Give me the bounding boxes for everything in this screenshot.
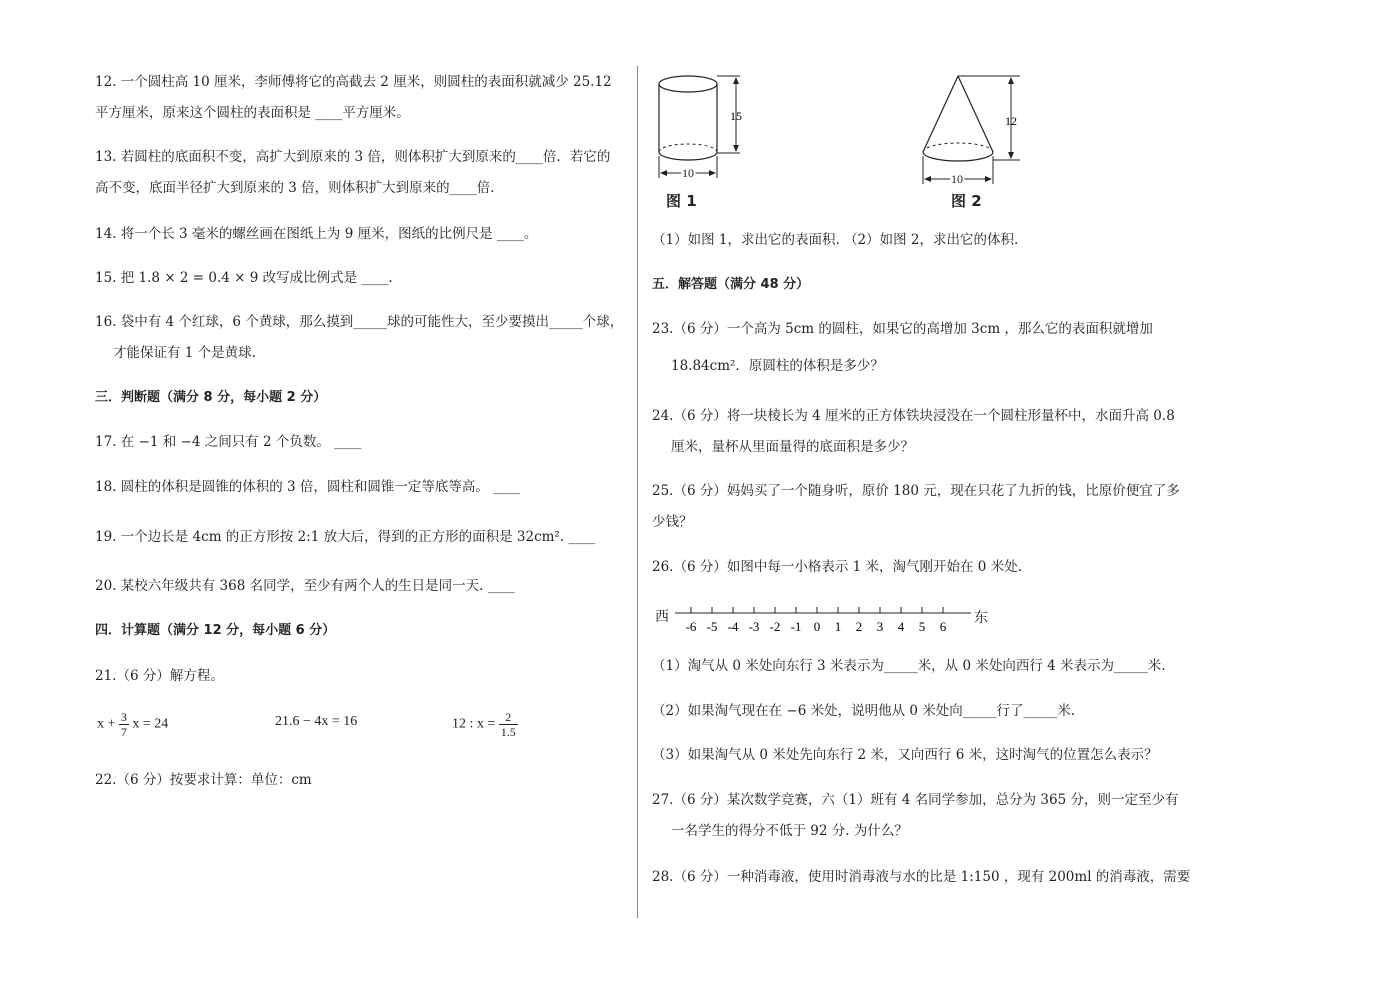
- fraction-numerator: 2: [499, 710, 518, 725]
- question-17: 17. 在 −1 和 −4 之间只有 2 个负数。 ____: [95, 434, 362, 450]
- equation-2: 21.6 − 4x = 16: [275, 714, 358, 729]
- number-line-tick-label: -4: [727, 619, 739, 634]
- question-26-part2: （2）如果淘气现在在 −6 米处，说明他从 0 米处向_____行了_____米.: [652, 703, 1076, 719]
- question-23-line1: 23.（6 分）一个高为 5cm 的圆柱，如果它的高增加 3cm ，那么它的表面积就增加: [652, 321, 1153, 337]
- equation-1-right: x = 24: [132, 716, 169, 732]
- number-line-east-label: 东: [974, 610, 988, 626]
- figure-1-label: 图 1: [666, 192, 697, 210]
- column-divider: [637, 66, 638, 918]
- question-28: 28.（6 分）一种消毒液，使用时消毒液与水的比是 1:150 ，现有 200ml 的消毒液，需要: [652, 869, 1191, 885]
- question-16-line2: 才能保证有 1 个是黄球.: [113, 345, 256, 361]
- figure-2-label: 图 2: [951, 192, 982, 210]
- equation-3-left: 12 : x =: [452, 716, 496, 732]
- question-15: 15. 把 1.8 × 2 = 0.4 × 9 改写成比例式是 ____.: [95, 270, 393, 286]
- question-22: 22.（6 分）按要求计算：单位：cm: [95, 772, 312, 788]
- fraction-2-1.5: [499, 710, 518, 739]
- number-line-tick-label: 5: [918, 619, 926, 634]
- question-21: 21.（6 分）解方程。: [95, 668, 224, 684]
- equation-3: [452, 710, 518, 739]
- section-3-heading: 三．判断题（满分 8 分，每小题 2 分）: [95, 390, 327, 405]
- number-line-tick-label: 0: [813, 619, 821, 634]
- question-18: 18. 圆柱的体积是圆锥的体积的 3 倍，圆柱和圆锥一定等底等高。 ____: [95, 479, 521, 495]
- question-14: 14. 将一个长 3 毫米的螺丝画在图纸上为 9 厘米，图纸的比例尺是 ____。: [95, 226, 538, 242]
- number-line-tick-label: -5: [706, 619, 718, 634]
- question-26: 26.（6 分）如图中每一小格表示 1 米，淘气刚开始在 0 米处.: [652, 559, 1022, 575]
- question-25-line1: 25.（6 分）妈妈买了一个随身听，原价 180 元，现在只花了九折的钱，比原价便宜了多: [652, 483, 1180, 499]
- question-26-part1: （1）淘气从 0 米处向东行 3 米表示为_____米，从 0 米处向西行 4 米表示为_____米.: [652, 658, 1166, 674]
- cone-height-label: 12: [1005, 114, 1017, 128]
- question-24-line1: 24.（6 分）将一块棱长为 4 厘米的正方体铁块浸没在一个圆柱形量杯中，水面升高 0.8: [652, 408, 1175, 424]
- cylinder-figure: [650, 66, 770, 191]
- number-line-tick-label: 3: [876, 619, 884, 634]
- cylinder-height-label: 15: [730, 109, 742, 123]
- section-5-heading: 五．解答题（满分 48 分）: [652, 277, 810, 292]
- fraction-3-7: [119, 710, 129, 739]
- question-26-part3: （3）如果淘气从 0 米处先向东行 2 米，又向西行 6 米，这时淘气的位置怎么表示？: [652, 747, 1158, 763]
- number-line-tick-label: 4: [897, 619, 905, 634]
- number-line-tick-label: 6: [939, 619, 947, 634]
- equation-1: [97, 710, 168, 739]
- number-line-tick-label: 1: [834, 619, 842, 634]
- cylinder-top-ellipse: [659, 76, 717, 92]
- number-line-tick-label: -6: [685, 619, 697, 634]
- number-line-tick-label: -1: [790, 619, 802, 634]
- number-line-tick-label: -2: [769, 619, 781, 634]
- question-13-line1: 13. 若圆柱的底面积不变，高扩大到原来的 3 倍，则体积扩大到原来的____倍．若它的: [95, 149, 611, 165]
- number-line-tick-label: -3: [748, 619, 760, 634]
- section-4-heading: 四．计算题（满分 12 分，每小题 6 分）: [95, 623, 336, 638]
- number-line-axis: [655, 598, 995, 638]
- question-24-line2: 厘米，量杯从里面量得的底面积是多少？: [671, 439, 914, 455]
- question-20: 20. 某校六年级共有 368 名同学，至少有两个人的生日是同一天. ____: [95, 578, 515, 594]
- fraction-denominator: 7: [120, 725, 127, 739]
- question-23-line2: 18.84cm²．原圆柱的体积是多少？: [671, 358, 884, 374]
- number-line-west-label: 西: [655, 609, 669, 625]
- number-line-tick-label: 2: [855, 619, 863, 634]
- question-19: 19. 一个边长是 4cm 的正方形按 2:1 放大后，得到的正方形的面积是 32cm². ____: [95, 529, 596, 545]
- fraction-denominator: 1.5: [500, 725, 516, 739]
- equation-1-left: x +: [97, 716, 116, 732]
- cylinder-width-label: 10: [682, 166, 694, 180]
- fraction-numerator: 3: [120, 710, 127, 724]
- cone-width-label: 10: [951, 172, 963, 186]
- question-12-line2: 平方厘米，原来这个圆柱的表面积是 ____平方厘米。: [95, 105, 410, 121]
- question-16-line1: 16. 袋中有 4 个红球，6 个黄球，那么摸到_____球的可能性大，至少要摸出_____个球，: [95, 314, 624, 330]
- question-27-line2: 一名学生的得分不低于 92 分. 为什么？: [671, 823, 908, 839]
- question-25-line2: 少钱？: [652, 514, 693, 530]
- question-13-line2: 高不变，底面半径扩大到原来的 3 倍，则体积扩大到原来的____倍.: [95, 180, 495, 196]
- cone-figure: [915, 66, 1035, 191]
- question-27-line1: 27.（6 分）某次数学竞赛，六（1）班有 4 名同学参加，总分为 365 分，则一定至少有: [652, 792, 1179, 808]
- number-line: [655, 598, 995, 638]
- question-22-subparts: （1）如图 1，求出它的表面积. （2）如图 2，求出它的体积.: [652, 232, 1019, 248]
- question-12-line1: 12. 一个圆柱高 10 厘米，李师傅将它的高截去 2 厘米，则圆柱的表面积就减少 25.12: [95, 74, 612, 90]
- cone-base-ellipse: [923, 152, 993, 161]
